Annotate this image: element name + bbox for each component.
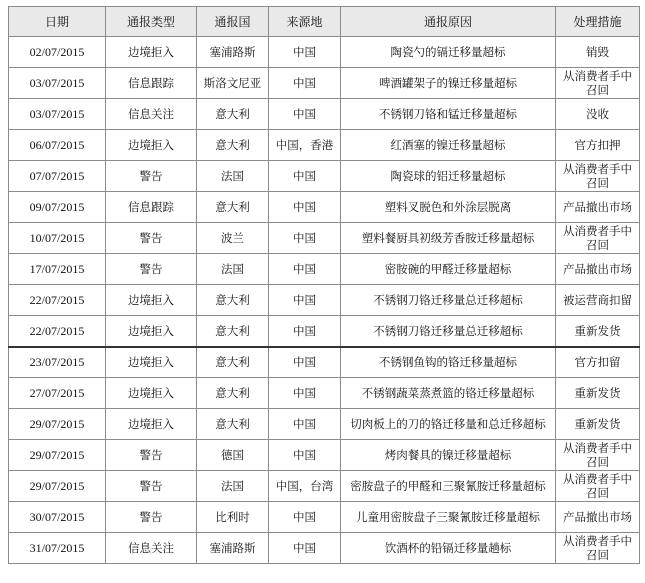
cell-type: 警告 [106,502,197,533]
cell-origin: 中国，台湾 [269,471,341,502]
cell-origin: 中国，香港 [269,130,341,161]
cell-type: 警告 [106,440,197,471]
cell-measure: 官方扣押 [556,130,640,161]
cell-reason: 塑料餐厨具初级芳香胺迁移量超标 [341,223,556,254]
cell-measure: 从消费者手中召回 [556,471,640,502]
header-country: 通报国 [197,7,269,37]
cell-measure: 从消费者手中召回 [556,440,640,471]
cell-country: 德国 [197,440,269,471]
cell-reason: 红酒塞的镍迁移量超标 [341,130,556,161]
cell-country: 法国 [197,471,269,502]
cell-country: 法国 [197,254,269,285]
table-body [9,37,640,564]
cell-origin: 中国 [269,223,341,254]
cell-reason: 不锈钢刀铬和锰迁移量超标 [341,99,556,130]
cell-country: 意大利 [197,99,269,130]
cell-date: 07/07/2015 [9,161,106,192]
cell-reason: 啤酒罐架子的镍迁移量超标 [341,68,556,99]
cell-type: 警告 [106,161,197,192]
cell-type: 边境拒入 [106,285,197,316]
table-row [9,502,640,533]
cell-country: 意大利 [197,347,269,378]
cell-date: 30/07/2015 [9,502,106,533]
cell-country: 波兰 [197,223,269,254]
cell-origin: 中国 [269,161,341,192]
cell-reason: 陶瓷勺的镉迁移量超标 [341,37,556,68]
cell-measure: 官方扣留 [556,347,640,378]
cell-origin: 中国 [269,533,341,564]
table-row [9,471,640,502]
cell-reason: 烤肉餐具的镍迁移量超标 [341,440,556,471]
cell-reason: 密胺盘子的甲醛和三聚氰胺迁移量超标 [341,471,556,502]
table-row [9,285,640,316]
cell-date: 10/07/2015 [9,223,106,254]
cell-origin: 中国 [269,347,341,378]
table-row [9,68,640,99]
table-row [9,99,640,130]
table-row [9,316,640,347]
cell-measure: 产品撤出市场 [556,192,640,223]
cell-date: 17/07/2015 [9,254,106,285]
cell-reason: 不锈钢鱼钩的铬迁移量超标 [341,347,556,378]
cell-country: 意大利 [197,409,269,440]
cell-origin: 中国 [269,502,341,533]
table-row [9,409,640,440]
cell-date: 31/07/2015 [9,533,106,564]
cell-country: 法国 [197,161,269,192]
cell-country: 塞浦路斯 [197,37,269,68]
cell-type: 信息跟踪 [106,68,197,99]
cell-type: 边境拒入 [106,409,197,440]
cell-country: 意大利 [197,192,269,223]
cell-country: 塞浦路斯 [197,533,269,564]
cell-reason: 密胺碗的甲醛迁移量超标 [341,254,556,285]
cell-type: 边境拒入 [106,316,197,347]
cell-country: 意大利 [197,130,269,161]
table-row [9,223,640,254]
cell-measure: 从消费者手中召回 [556,533,640,564]
table-row [9,161,640,192]
table-row [9,378,640,409]
cell-reason: 塑料叉脱色和外涂层脱离 [341,192,556,223]
cell-reason: 不锈钢刀铬迁移量总迁移超标 [341,316,556,347]
cell-country: 比利时 [197,502,269,533]
cell-date: 03/07/2015 [9,99,106,130]
table-row [9,37,640,68]
cell-origin: 中国 [269,378,341,409]
table-row [9,254,640,285]
table-row [9,440,640,471]
cell-measure: 产品撤出市场 [556,254,640,285]
cell-origin: 中国 [269,409,341,440]
cell-measure: 销毁 [556,37,640,68]
cell-type: 边境拒入 [106,378,197,409]
notification-table [8,6,640,564]
cell-reason: 不锈钢蔬菜蒸煮篮的铬迁移量超标 [341,378,556,409]
cell-country: 斯洛文尼亚 [197,68,269,99]
cell-date: 27/07/2015 [9,378,106,409]
cell-measure: 没收 [556,99,640,130]
table-row [9,192,640,223]
header-measure: 处理措施 [556,7,640,37]
cell-type: 信息关注 [106,99,197,130]
cell-origin: 中国 [269,285,341,316]
cell-type: 警告 [106,254,197,285]
cell-type: 边境拒入 [106,37,197,68]
cell-date: 09/07/2015 [9,192,106,223]
cell-reason: 陶瓷球的铝迁移量超标 [341,161,556,192]
cell-measure: 从消费者手中召回 [556,68,640,99]
cell-date: 03/07/2015 [9,68,106,99]
cell-measure: 产品撤出市场 [556,502,640,533]
cell-measure: 从消费者手中召回 [556,223,640,254]
cell-type: 警告 [106,223,197,254]
cell-date: 22/07/2015 [9,285,106,316]
header-row [9,7,640,37]
cell-type: 警告 [106,471,197,502]
cell-origin: 中国 [269,440,341,471]
cell-origin: 中国 [269,192,341,223]
cell-country: 意大利 [197,378,269,409]
cell-type: 信息关注 [106,533,197,564]
cell-type: 信息跟踪 [106,192,197,223]
cell-reason: 儿童用密胺盘子三聚氰胺迁移量超标 [341,502,556,533]
cell-date: 29/07/2015 [9,471,106,502]
header-reason: 通报原因 [341,7,556,37]
cell-date: 23/07/2015 [9,347,106,378]
cell-date: 06/07/2015 [9,130,106,161]
cell-origin: 中国 [269,316,341,347]
cell-reason: 不锈钢刀铬迁移量总迁移超标 [341,285,556,316]
table-row [9,347,640,378]
cell-measure: 重新发货 [556,378,640,409]
cell-measure: 从消费者手中召回 [556,161,640,192]
cell-country: 意大利 [197,316,269,347]
header-date: 日期 [9,7,106,37]
header-origin: 来源地 [269,7,341,37]
cell-type: 边境拒入 [106,130,197,161]
cell-date: 29/07/2015 [9,440,106,471]
cell-origin: 中国 [269,99,341,130]
cell-origin: 中国 [269,37,341,68]
table-row [9,130,640,161]
cell-date: 02/07/2015 [9,37,106,68]
header-type: 通报类型 [106,7,197,37]
cell-country: 意大利 [197,285,269,316]
cell-measure: 重新发货 [556,316,640,347]
cell-origin: 中国 [269,68,341,99]
cell-measure: 重新发货 [556,409,640,440]
cell-date: 22/07/2015 [9,316,106,347]
cell-type: 边境拒入 [106,347,197,378]
table-row [9,533,640,564]
cell-reason: 饮酒杯的铅镉迁移量趟标 [341,533,556,564]
cell-reason: 切肉板上的刀的铬迁移量和总迁移超标 [341,409,556,440]
cell-origin: 中国 [269,254,341,285]
cell-date: 29/07/2015 [9,409,106,440]
cell-measure: 被运营商扣留 [556,285,640,316]
